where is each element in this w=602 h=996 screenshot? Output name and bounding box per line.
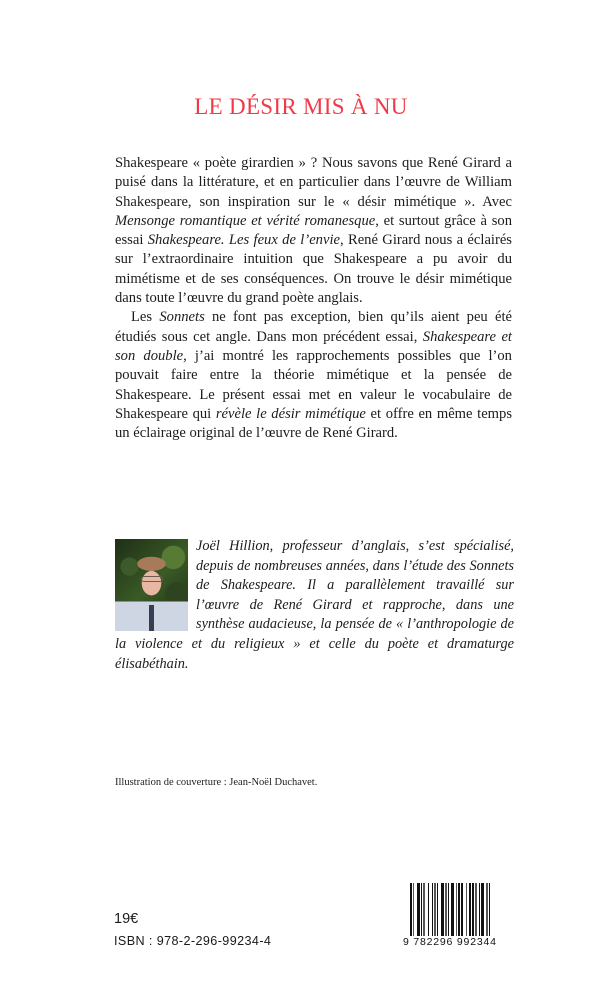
blurb-paragraph-2: Les Sonnets ne font pas exception, bien qu’ils aient peu été étudiés sous cet angle. Dans mon précédent essai, Shakespeare et son double, j’ai montré les rapprochements possibles que l’on pouvait faire entre la théorie mimétique et la pensée de Shakespeare. Le présent essai met en valeur le vocabulaire de Shakespeare qui révèle le désir mimétique et offre en même temps un éclairage original de l’œuvre de René Girard. <box>115 309 512 442</box>
barcode-number: 9 782296 992344 <box>403 936 497 948</box>
glasses-detail <box>141 576 163 582</box>
author-bio-block <box>115 537 514 674</box>
back-cover-blurb <box>115 154 512 443</box>
tie-detail <box>149 605 154 631</box>
isbn: ISBN : 978-2-296-99234-4 <box>114 934 272 948</box>
author-photo <box>115 539 188 631</box>
book-title: LE DÉSIR MIS À NU <box>194 94 408 119</box>
blurb-paragraph-1: Shakespeare « poète girardien » ? Nous savons que René Girard a puisé dans la littérature, et en particulier dans l’œuvre de William Shakespeare, son inspiration sur le « désir mimétique ». Avec Mensonge romantique et vérité romanesque, et surtout grâce à son essai Shakespeare. Les feux de l’envie, René Girard nous a éclairés sur l’extraordinaire intuition que Shakespeare a pu avoir du mimétisme et de ses conséquences. On trouve le désir mimétique dans toute l’œuvre du grand poète anglais. <box>115 155 512 307</box>
price: 19€ <box>114 911 139 927</box>
barcode-icon <box>410 883 514 938</box>
barcode <box>403 883 514 948</box>
author-bio: Joël Hillion, professeur d’anglais, s’est spécialisé, depuis de nombreuses années, dans l’étude des Sonnets de Shakespeare. Il a parallèlement travaillé sur l’œuvre de René Girard et rapproche, dans une synthèse audacieuse, la pensée de « l’anthropologie de la violence et du religieux » et celle du poète et dramaturge élisabéthain. <box>115 538 514 672</box>
illustration-credit: Illustration de couverture : Jean-Noël Duchavet. <box>115 777 318 788</box>
